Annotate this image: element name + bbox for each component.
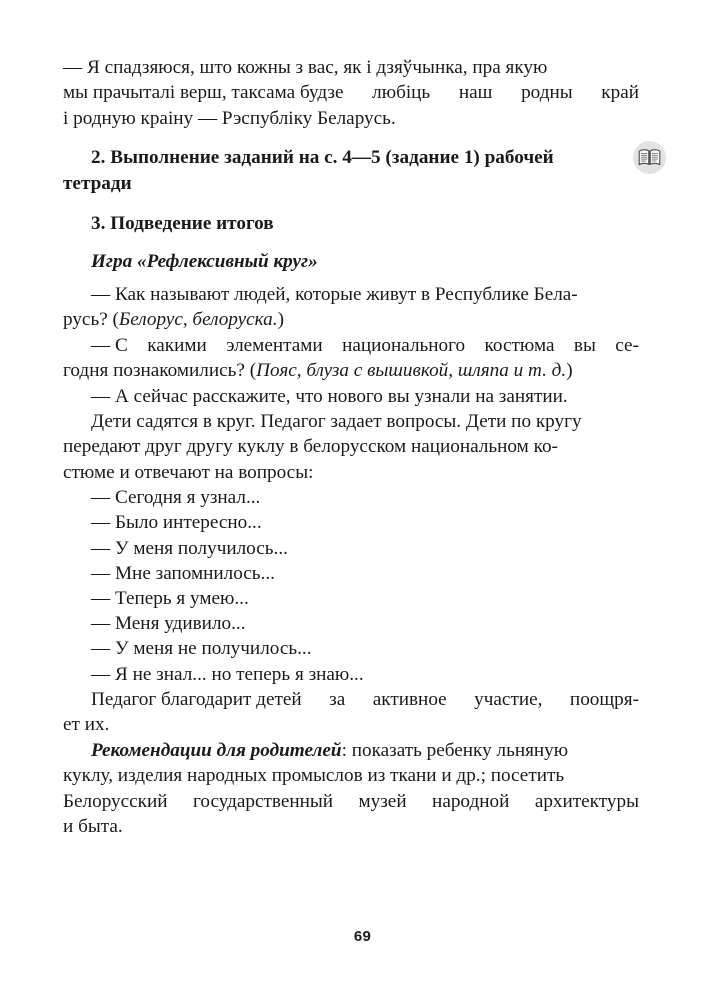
- paragraph-recommendations: [63, 738, 639, 840]
- instruction-line-3: стюме и отвечают на вопросы:: [63, 461, 314, 483]
- speech-line-3: і родную краіну — Рэспубліку Беларусь.: [63, 107, 396, 129]
- recommendations-line-4: и быта.: [63, 815, 123, 837]
- text-column: [63, 55, 639, 839]
- paragraph-belarusian-speech: [63, 55, 639, 131]
- heading-2-line-1: 2. Выполнение заданий на с. 4—5 (задание 1) рабочей: [91, 147, 554, 169]
- list-item: — Я не знал... но теперь я знаю...: [91, 663, 364, 685]
- question-2-line-1: — С какими элементами национального костюма вы се-: [91, 334, 639, 356]
- spacer: [63, 131, 639, 145]
- paragraph-question-2: [63, 333, 639, 384]
- recommendations-line-3: Белорусский государственный музей народной архитектуры: [63, 790, 639, 812]
- reflection-phrase-list: [63, 485, 639, 687]
- recommendations-line-2: куклу, изделия народных промыслов из ткани и др.; посетить: [63, 765, 565, 787]
- spacer: [63, 237, 639, 249]
- spacer: [63, 274, 639, 282]
- list-item: — У меня не получилось...: [91, 638, 312, 660]
- section-heading-3: 3. Подведение итогов: [91, 212, 274, 234]
- heading-2-line-2: тетради: [63, 173, 132, 195]
- open-book-icon: [633, 141, 666, 174]
- page-number: 69: [353, 928, 372, 945]
- section-heading-2: [63, 145, 639, 197]
- paragraph-question-1: [63, 282, 639, 333]
- question-1-line-1: — Как называют людей, которые живут в Республике Бела-: [91, 284, 578, 306]
- question-2-line-2: годня познакомились? (Пояс, блуза с вышивкой, шляпа и т. д.): [63, 360, 573, 382]
- speech-line-1: — Я спадзяюся, што кожны з вас, як і дзяўчынка, пра якую: [63, 57, 548, 78]
- closing-line-2: ет их.: [63, 714, 110, 736]
- recommendations-line-1: Рекомендации для родителей: показать ребенку льняную: [91, 739, 569, 761]
- paragraph-question-3: — А сейчас расскажите, что нового вы узнали на занятии.: [91, 385, 568, 407]
- spacer: [63, 197, 639, 211]
- instruction-line-2: передают друг другу куклу в белорусском национальном ко-: [63, 436, 558, 458]
- list-item: — Было интересно...: [91, 512, 262, 534]
- list-item: — Меня удивило...: [91, 613, 246, 635]
- list-item: — Теперь я умею...: [91, 588, 249, 610]
- question-1-line-2: русь? (Белорус, белоруска.): [63, 309, 284, 331]
- recommendations-label: Рекомендации для родителей: [91, 739, 342, 761]
- paragraph-instruction: [63, 409, 639, 485]
- instruction-line-1: Дети садятся в круг. Педагог задает вопросы. Дети по кругу: [91, 411, 582, 433]
- paragraph-closing: [63, 687, 639, 738]
- speech-line-2: мы прачыталі верш, таксама будзе любіць наш родны край: [63, 82, 639, 104]
- list-item: — У меня получилось...: [91, 537, 288, 559]
- list-item: — Сегодня я узнал...: [91, 487, 261, 509]
- game-title: Игра «Рефлексивный круг»: [91, 250, 318, 272]
- section-heading-2-wrapper: [63, 145, 639, 197]
- list-item: — Мне запомнилось...: [91, 562, 275, 584]
- closing-line-1: Педагог благодарит детей за активное участие, поощря-: [91, 688, 639, 710]
